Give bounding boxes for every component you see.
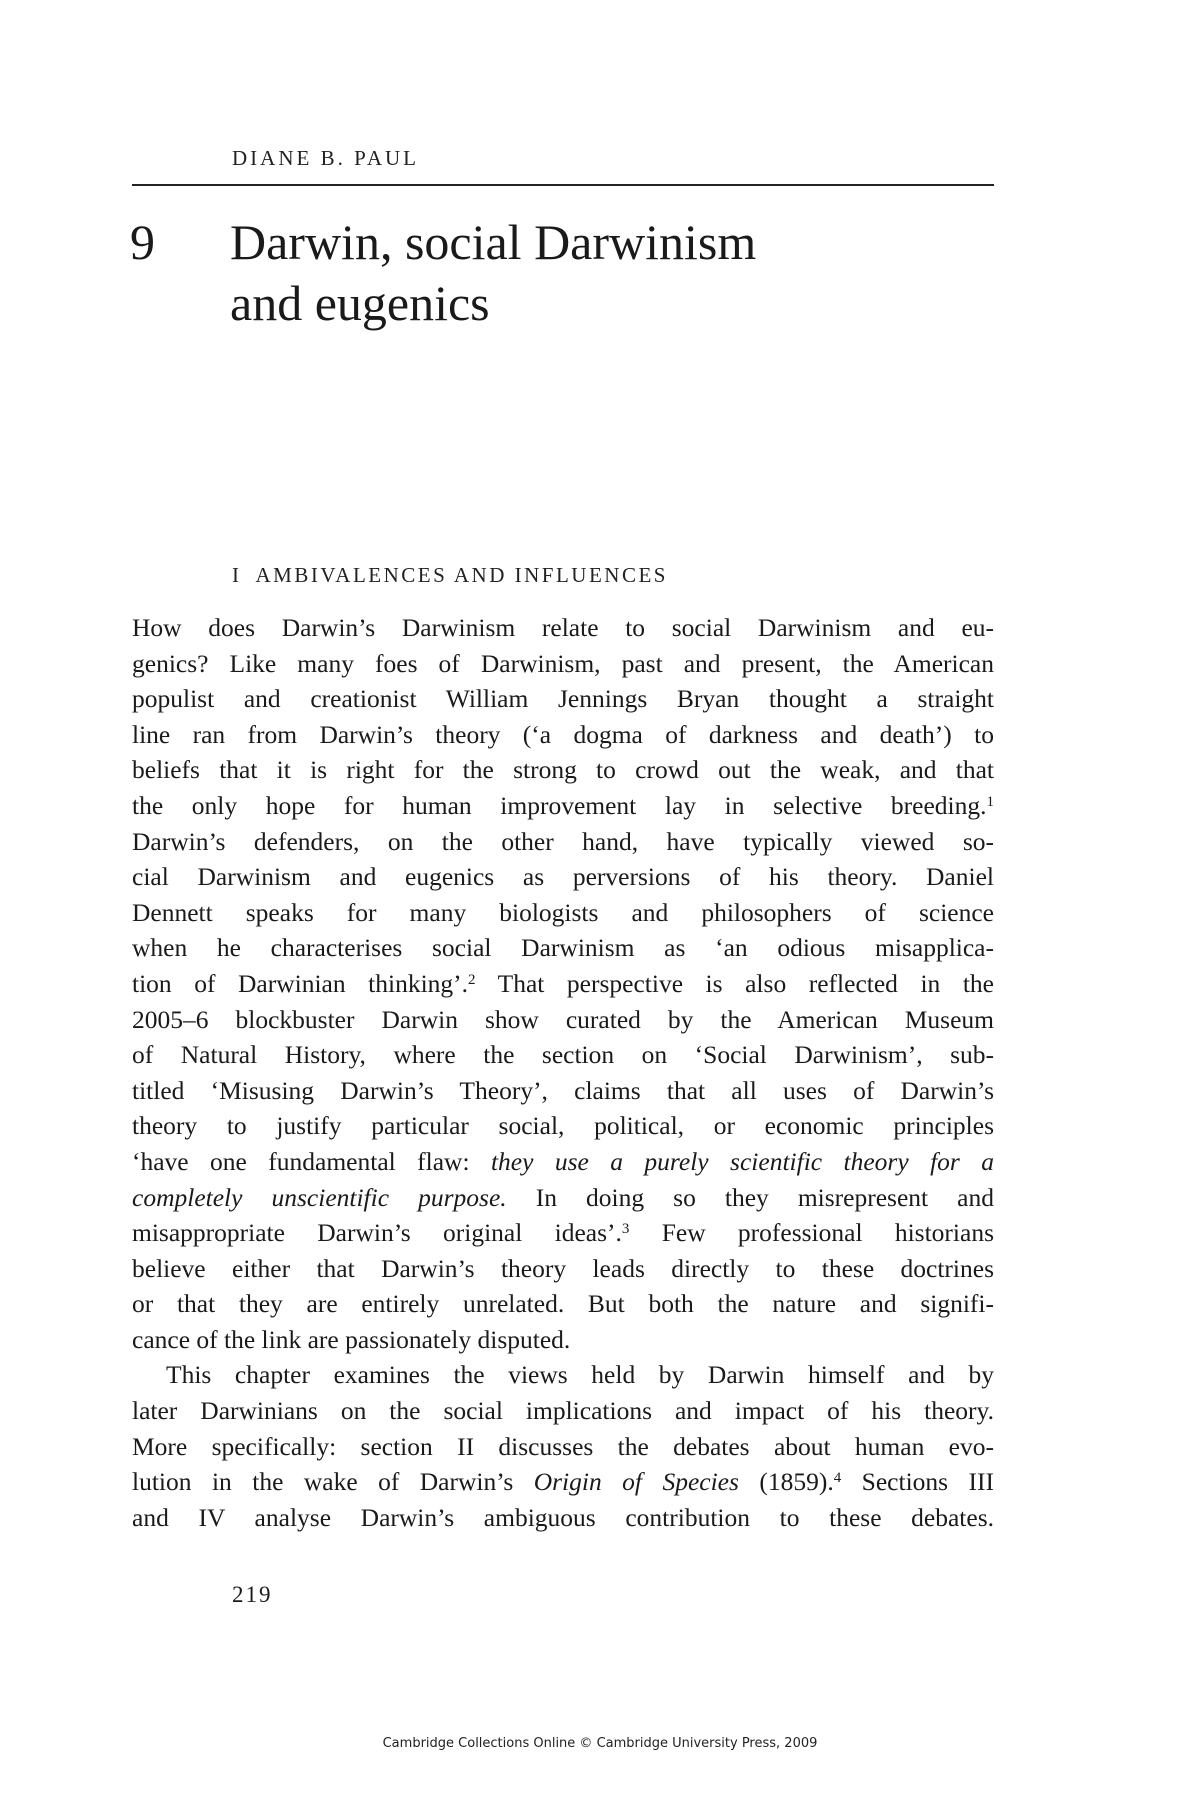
text-line: 2005–6 blockbuster Darwin show curated by the American Museum <box>132 1004 994 1034</box>
text-line <box>132 1144 994 1180</box>
text-line: titled ‘Misusing Darwin’s Theory’, claims that all uses of Darwin’s <box>132 1075 994 1105</box>
text-line: More specifically: section II discusses the debates about human evo- <box>132 1431 994 1461</box>
footnote-ref: 1 <box>986 793 994 810</box>
text-line: later Darwinians on the social implications and impact of his theory. <box>132 1396 994 1426</box>
footnote-ref: 2 <box>468 971 476 988</box>
text-line: or that they are entirely unrelated. But both the nature and signifi- <box>132 1289 994 1319</box>
text-line: cance of the link are passionately disputed. <box>132 1324 571 1354</box>
text-line: This chapter examines the views held by Darwin himself and by <box>166 1360 994 1390</box>
chapter-title-line-2: and eugenics <box>230 275 490 331</box>
text-line <box>132 788 994 824</box>
section-number: I <box>232 563 242 587</box>
text-run: (1859). <box>738 1467 834 1497</box>
text-run: ‘have one fundamental flaw: <box>132 1146 491 1176</box>
footnote-ref: 3 <box>621 1221 630 1238</box>
text-line: beliefs that it is right for the strong to crowd out the weak, and that <box>132 755 994 785</box>
text-line: cial Darwinism and eugenics as perversions of his theory. Daniel <box>132 862 994 892</box>
section-heading <box>232 563 668 588</box>
text-run: Few professional historians <box>629 1218 995 1248</box>
text-line: Dennett speaks for many biologists and philosophers of science <box>132 897 994 927</box>
text-line <box>132 1464 994 1500</box>
text-line <box>132 966 994 1002</box>
text-line: genics? Like many foes of Darwinism, past and present, the American <box>132 648 994 678</box>
text-line: and IV analyse Darwin’s ambiguous contribution to these debates. <box>132 1502 994 1532</box>
text-line: How does Darwin’s Darwinism relate to social Darwinism and eu- <box>132 613 994 642</box>
footnote-ref: 4 <box>833 1470 842 1487</box>
chapter-title <box>230 212 970 334</box>
emphasis-text: completely unscientific purpose. <box>132 1182 507 1212</box>
emphasis-text: they use a purely scientific theory for a <box>490 1146 994 1176</box>
text-run: the only hope for human improvement lay in selective breeding. <box>132 790 987 820</box>
text-line: when he characterises social Darwinism as ‘an odious misapplica- <box>132 933 994 963</box>
page-number: 219 <box>232 1582 273 1607</box>
text-run: That perspective is also reflected in the <box>475 968 994 998</box>
text-line <box>132 1180 994 1216</box>
text-run: misappropriate Darwin’s original ideas’. <box>132 1218 622 1248</box>
text-run: In doing so they misrepresent and <box>506 1182 994 1212</box>
running-head-author: DIANE B. PAUL <box>232 146 419 170</box>
text-line: believe either that Darwin’s theory leads directly to these doctrines <box>132 1253 994 1283</box>
text-line: of Natural History, where the section on ‘Social Darwinism’, sub- <box>132 1040 994 1070</box>
text-line: populist and creationist William Jennings Bryan thought a straight <box>132 684 994 714</box>
text-line: theory to justify particular social, political, or economic principles <box>132 1111 994 1141</box>
chapter-number: 9 <box>130 214 155 270</box>
text-line: line ran from Darwin’s theory (‘a dogma of darkness and death’) to <box>132 719 994 749</box>
book-title: Origin of Species <box>533 1467 739 1497</box>
body-text <box>132 610 994 1535</box>
chapter-title-line-1: Darwin, social Darwinism <box>230 214 757 270</box>
footer-copyright: Cambridge Collections Online © Cambridge University Press, 2009 <box>382 1736 818 1751</box>
header-rule <box>132 184 994 186</box>
text-run: Sections III <box>841 1467 994 1497</box>
text-run: tion of Darwinian thinking’. <box>132 968 469 998</box>
section-title: AMBIVALENCES AND INFLUENCES <box>255 563 668 587</box>
text-run: lution in the wake of Darwin’s <box>132 1467 534 1497</box>
text-line <box>132 1215 994 1251</box>
text-line: Darwin’s defenders, on the other hand, have typically viewed so- <box>132 826 994 856</box>
